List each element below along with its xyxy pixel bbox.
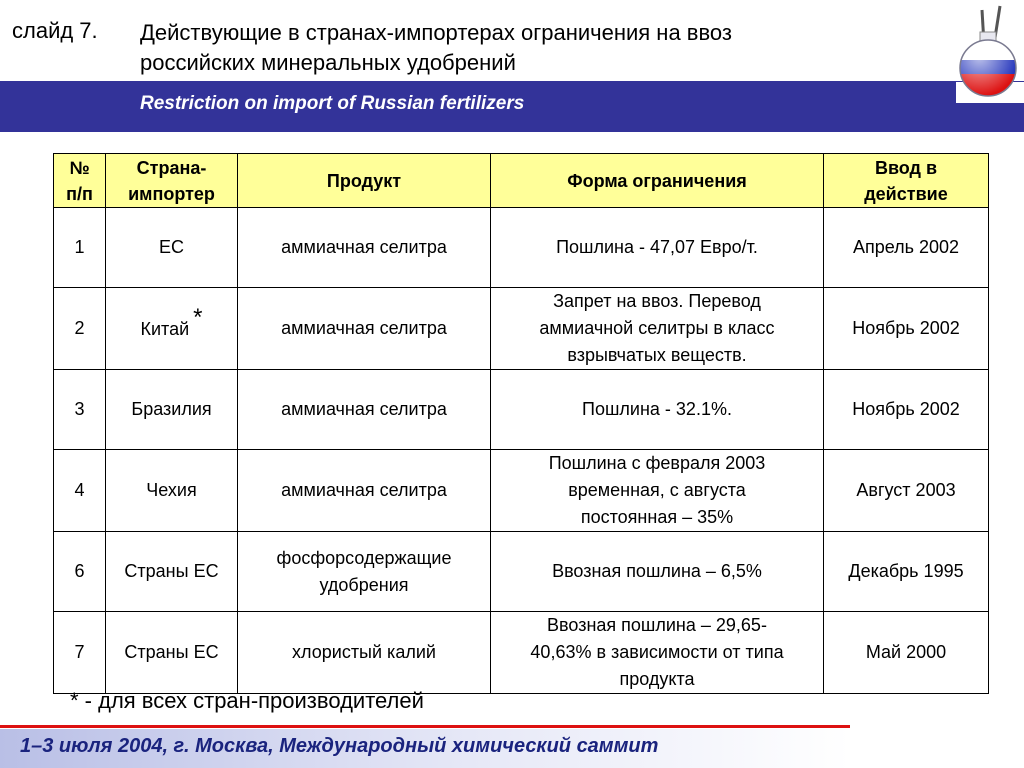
cell-number: 7 [54,612,106,694]
header-restriction: Форма ограничения [491,154,824,208]
header-number: № п/п [54,154,106,208]
cell-effective: Апрель 2002 [824,208,989,288]
table-row [54,208,989,288]
country-text: Китай [140,319,190,339]
cell-restriction: Ввозная пошлина – 6,5% [491,532,824,612]
cell-number: 2 [54,288,106,370]
cell-country: Страны ЕС [106,532,238,612]
slide-number: слайд 7. [12,18,98,43]
cell-product: аммиачная селитра [238,450,491,532]
footnote: * - для всех стран-производителей [70,688,424,713]
table-row [54,370,989,450]
cell-number: 3 [54,370,106,450]
cell-number: 4 [54,450,106,532]
cell-restriction: Ввозная пошлина – 29,65- 40,63% в зависимости от типа продукта [491,612,824,694]
cell-restriction: Запрет на ввоз. Перевод аммиачной селитры в класс взрывчатых веществ. [491,288,824,370]
header-effective: Ввод в действие [824,154,989,208]
flask-russian-flag-icon [954,2,1024,102]
cell-product: аммиачная селитра [238,370,491,450]
header-country: Страна- импортер [106,154,238,208]
table-row [54,612,989,694]
cell-effective: Декабрь 1995 [824,532,989,612]
restrictions-table [53,153,989,694]
cell-product: хлористый калий [238,612,491,694]
title-line-2: российских минеральных удобрений [140,50,516,75]
cell-restriction: Пошлина - 47,07 Евро/т. [491,208,824,288]
cell-effective: Август 2003 [824,450,989,532]
table-row [54,450,989,532]
table-header-row [54,154,989,208]
cell-product: аммиачная селитра [238,288,491,370]
footer-divider [0,725,850,728]
subtitle: Restriction on import of Russian fertilizers [140,93,525,114]
cell-number: 1 [54,208,106,288]
slide-title [140,18,900,78]
cell-effective: Май 2000 [824,612,989,694]
footer-text: 1–3 июля 2004, г. Москва, Международный химический саммит [20,735,659,757]
cell-restriction: Пошлина с февраля 2003 временная, с августа постоянная – 35% [491,450,824,532]
footnote-mark: * [193,304,203,331]
table-row [54,288,989,370]
cell-effective: Ноябрь 2002 [824,370,989,450]
cell-product: аммиачная селитра [238,208,491,288]
table-row [54,532,989,612]
cell-country [106,288,238,370]
cell-effective: Ноябрь 2002 [824,288,989,370]
title-line-1: Действующие в странах-импортерах ограничения на ввоз [140,20,732,45]
cell-country: Страны ЕС [106,612,238,694]
cell-restriction: Пошлина - 32.1%. [491,370,824,450]
header-product: Продукт [238,154,491,208]
cell-country: Бразилия [106,370,238,450]
cell-product: фосфорсодержащие удобрения [238,532,491,612]
cell-country: Чехия [106,450,238,532]
cell-number: 6 [54,532,106,612]
cell-country: ЕС [106,208,238,288]
